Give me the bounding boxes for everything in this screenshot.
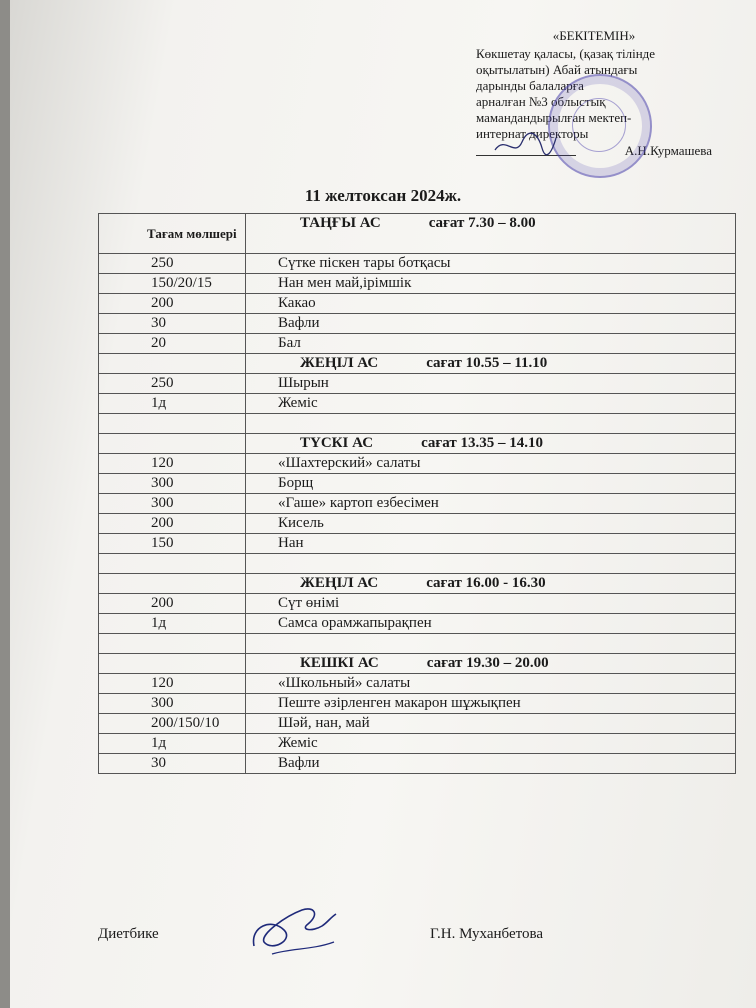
menu-item-row xyxy=(99,494,736,514)
dietician-name: Г.Н. Муханбетова xyxy=(430,926,544,942)
meal-header-cell xyxy=(246,214,736,254)
meal-header-cell xyxy=(246,434,736,454)
qty-cell-empty xyxy=(99,434,246,454)
qty-cell-empty xyxy=(99,654,246,674)
menu-item-row xyxy=(99,374,736,394)
item-name: Борщ xyxy=(246,474,736,494)
item-quantity: 250 xyxy=(99,254,246,274)
director-signature xyxy=(490,130,560,160)
meal-title: ТҮСКІ АС xyxy=(300,435,374,451)
meal-header-cell xyxy=(246,354,736,374)
meal-section-row xyxy=(99,214,736,254)
empty-cell xyxy=(99,634,246,654)
meal-time: сағат 13.35 – 14.10 xyxy=(421,435,543,451)
qty-cell-empty xyxy=(99,354,246,374)
item-name: «Гаше» картоп езбесімен xyxy=(246,494,736,514)
item-name: Бал xyxy=(246,334,736,354)
approval-heading: «БЕКІТЕМІН» xyxy=(552,28,636,43)
item-quantity: 300 xyxy=(99,694,246,714)
item-name: «Шахтерский» салаты xyxy=(246,454,736,474)
item-name: Жеміс xyxy=(246,734,736,754)
approval-line: интернат директоры xyxy=(476,126,589,141)
menu-item-row xyxy=(99,334,736,354)
menu-item-row xyxy=(99,674,736,694)
item-name: Какао xyxy=(246,294,736,314)
empty-row xyxy=(99,414,736,434)
item-name: Нан xyxy=(246,534,736,554)
meal-header-cell xyxy=(246,654,736,674)
item-name: Самса орамжапырақпен xyxy=(246,614,736,634)
menu-date-title: 11 желтоксан 2024ж. xyxy=(304,186,462,205)
item-quantity: 150 xyxy=(99,534,246,554)
item-name: «Школьный» салаты xyxy=(246,674,736,694)
item-name: Кисель xyxy=(246,514,736,534)
menu-item-row xyxy=(99,534,736,554)
approval-line: арналған №3 облыстық xyxy=(476,94,606,109)
item-quantity: 1д xyxy=(99,614,246,634)
dietician-signature xyxy=(242,896,342,962)
item-name: Шырын xyxy=(246,374,736,394)
menu-item-row xyxy=(99,474,736,494)
menu-item-row xyxy=(99,594,736,614)
item-quantity: 120 xyxy=(99,674,246,694)
item-quantity: 250 xyxy=(99,374,246,394)
item-quantity: 30 xyxy=(99,754,246,774)
item-quantity: 200 xyxy=(99,294,246,314)
dietician-role: Диетбике xyxy=(98,926,159,942)
meal-section-row xyxy=(99,434,736,454)
empty-row xyxy=(99,554,736,574)
official-stamp xyxy=(548,74,652,178)
qty-header: Тағам мөлшері xyxy=(99,214,246,254)
item-name: Сүтке піскен тары ботқасы xyxy=(246,254,736,274)
menu-table xyxy=(98,213,736,774)
meal-section-row xyxy=(99,354,736,374)
item-name: Вафли xyxy=(246,314,736,334)
menu-item-row xyxy=(99,274,736,294)
stamp-emblem xyxy=(572,98,626,152)
empty-row xyxy=(99,634,736,654)
menu-item-row xyxy=(99,694,736,714)
approval-line: дарынды балаларға xyxy=(476,78,584,93)
meal-time: сағат 16.00 - 16.30 xyxy=(426,575,546,591)
item-quantity: 1д xyxy=(99,734,246,754)
item-name: Нан мен май,ірімшік xyxy=(246,274,736,294)
meal-time: сағат 19.30 – 20.00 xyxy=(426,655,549,671)
menu-item-row xyxy=(99,514,736,534)
director-name: А.Н.Курмашева xyxy=(624,143,712,158)
meal-time: сағат 10.55 – 11.10 xyxy=(426,355,548,371)
item-name: Пеште әзірленген макарон шұжықпен xyxy=(246,694,736,714)
item-quantity: 200/150/10 xyxy=(99,714,246,734)
menu-item-row xyxy=(99,714,736,734)
item-quantity: 300 xyxy=(99,494,246,514)
empty-cell xyxy=(246,634,736,654)
menu-item-row xyxy=(99,314,736,334)
item-quantity: 200 xyxy=(99,514,246,534)
approval-line: Көкшетау қаласы, (қазақ тілінде xyxy=(476,46,656,61)
empty-cell xyxy=(246,554,736,574)
meal-section-row xyxy=(99,574,736,594)
meal-header-cell xyxy=(246,574,736,594)
empty-cell xyxy=(99,414,246,434)
meal-time: сағат 7.30 – 8.00 xyxy=(428,215,536,231)
menu-item-row xyxy=(99,454,736,474)
meal-section-row xyxy=(99,654,736,674)
menu-item-row xyxy=(99,394,736,414)
item-name: Вафли xyxy=(246,754,736,774)
item-name: Жеміс xyxy=(246,394,736,414)
approval-line: мамандандырылған мектеп- xyxy=(476,110,632,125)
item-quantity: 30 xyxy=(99,314,246,334)
item-quantity: 300 xyxy=(99,474,246,494)
item-quantity: 150/20/15 xyxy=(99,274,246,294)
approval-line: оқытылатын) Абай атындағы xyxy=(476,62,638,77)
meal-title: КЕШКІ АС xyxy=(300,655,379,671)
qty-cell-empty xyxy=(99,574,246,594)
document-page xyxy=(10,0,756,1008)
menu-item-row xyxy=(99,754,736,774)
menu-item-row xyxy=(99,254,736,274)
item-quantity: 200 xyxy=(99,594,246,614)
item-name: Шәй, нан, май xyxy=(246,714,736,734)
empty-cell xyxy=(246,414,736,434)
empty-cell xyxy=(99,554,246,574)
item-quantity: 20 xyxy=(99,334,246,354)
meal-title: ЖЕҢІЛ АС xyxy=(300,355,379,371)
item-quantity: 120 xyxy=(99,454,246,474)
menu-item-row xyxy=(99,294,736,314)
meal-title: ЖЕҢІЛ АС xyxy=(300,575,379,591)
item-quantity: 1д xyxy=(99,394,246,414)
menu-item-row xyxy=(99,734,736,754)
meal-title: ТАҢҒЫ АС xyxy=(300,215,381,231)
item-name: Сүт өнімі xyxy=(246,594,736,614)
menu-item-row xyxy=(99,614,736,634)
